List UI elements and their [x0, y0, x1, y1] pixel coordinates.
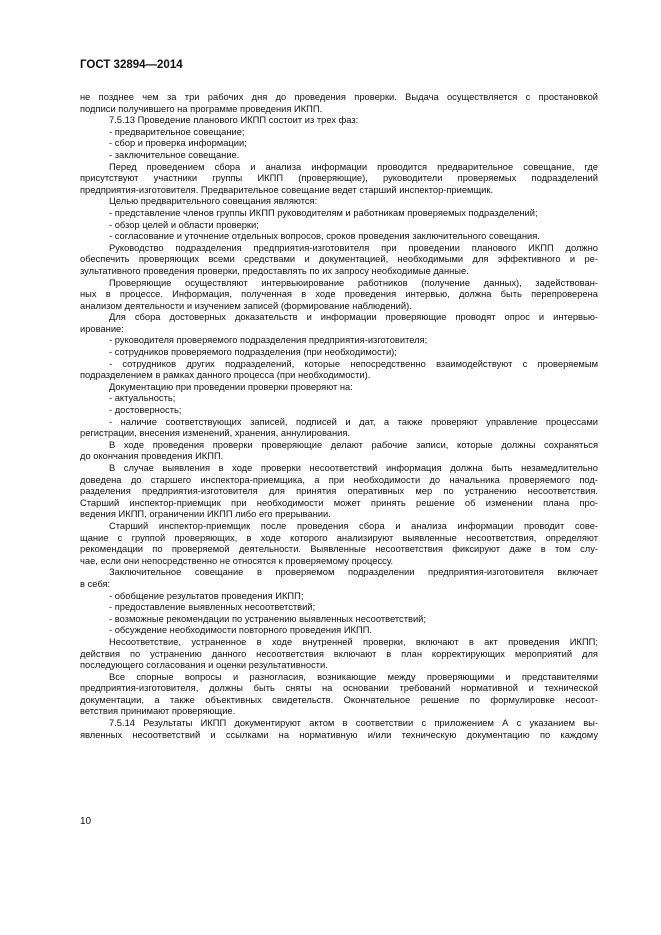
text-line: документации, а также объективных свидетельств. Окончательное решение по формулировке несоот-: [80, 694, 598, 705]
text-line: ных в процессе. Информация, полученная в ходе проведения интервью, должна быть перепроверена: [80, 289, 598, 300]
text-line: Все спорные вопросы и разногласия, возникающие между проверяющими и представителями: [109, 671, 598, 682]
text-line: анализом деятельности и изучением записей (формирование наблюдений).: [80, 300, 412, 311]
standard-header: ГОСТ 32894—2014: [80, 59, 183, 71]
text-line: 7.5.13 Проведение планового ИКПП состоит из трех фаз:: [109, 115, 359, 126]
text-line: действия по устранению данного несоответствия включают в план корректирующих мероприятий для: [80, 648, 598, 659]
text-line: зультативного проведения проверки, предоставлять по их запросу необходимые данные.: [80, 265, 469, 276]
text-line: Для сбора достоверных доказательств и информации проверяющие проводят опрос и интервью-: [109, 312, 598, 323]
text-line: до окончания проведения ИКПП.: [80, 451, 224, 462]
list-item: - обобщение результатов проведения ИКПП;: [80, 591, 598, 603]
text-line: предприятия-изготовителя, должны быть сняты на основании требований нормативной и технической: [80, 683, 598, 694]
text-line: ветствия принимают проверяющие.: [80, 706, 236, 717]
list-item: - актуальность;: [80, 393, 598, 405]
list-item: - достоверность;: [80, 405, 598, 417]
text-line: рекомендации по проверяемой деятельности. Выявленные несоответствия фиксируют даже в том слу-: [80, 544, 598, 555]
list-item: - сотрудников проверяемого подразделения (при необходимости);: [80, 347, 598, 359]
list-item: - согласование и уточнение отдельных вопросов, сроков проведения заключительного совещания.: [80, 231, 598, 243]
list-item: - заключительное совещание.: [80, 150, 598, 162]
text-line: В случае выявления в ходе проверки несоответствий информация должна быть незамедлительно: [109, 463, 598, 473]
text-line: разделения предприятия-изготовителя для принятия оперативных мер по устранению несоответствия.: [80, 486, 598, 497]
list-item: - предоставление выявленных несоответствий;: [80, 602, 598, 614]
list-item: - предварительное совещание;: [80, 127, 598, 139]
text-line: щание с группой проверяющих, в ходе которого анализируют выявленные несоответствия, определяют: [80, 532, 598, 543]
text-line: явленных несоответствий и ссылками на нормативную и/или техническую документацию по каждому: [80, 729, 598, 740]
text-line: подразделением в рамках данного процесса (при необходимости).: [80, 370, 371, 381]
text-line: Перед проведением сбора и анализа информации проводится предварительное совещание, где: [109, 161, 598, 172]
text-line: доведена до старшего инспектора-приемщика, а при необходимости до начальника проверяемого под-: [80, 474, 598, 485]
list-item: - сбор и проверка информации;: [80, 138, 598, 150]
text-line: не позднее чем за три рабочих дня до проведения проверки. Выдача осуществляется с простановкой: [80, 92, 598, 102]
list-item: - обсуждение необходимости повторного проведения ИКПП.: [80, 625, 598, 637]
text-line: регистрации, внесения изменений, хранения, аннулирования.: [80, 428, 351, 439]
list-item: - возможные рекомендации по устранению выявленных несоответствий;: [80, 614, 598, 626]
text-line: чае, если они непосредственно не относятся к проверяемому процессу.: [80, 555, 394, 566]
text-line: Целью предварительного совещания являются:: [109, 196, 318, 207]
list-item: - сотрудников других подразделений, которые непосредственно взаимодействуют с проверяемым: [80, 359, 598, 371]
text-line: ведения ИКПП, ограничении ИКПП либо его прерывании.: [80, 509, 331, 520]
text-line: обеспечить проверяющих всеми средствами и документацией, необходимыми для эффективного и ре-: [80, 254, 598, 265]
text-line: Несоответствие, устраненное в ходе внутренней проверки, включают в акт проведения ИКПП;: [109, 636, 598, 647]
page-number: 10: [80, 816, 92, 827]
text-line: Старший инспектор-приемщик после проведения сбора и анализа информации проводит сове-: [109, 520, 598, 531]
text-line: в себя:: [80, 578, 111, 589]
text-line: последующего согласования и оценки результативности.: [80, 660, 328, 671]
list-item: - наличие соответствующих записей, подписей и дат, а также проверяют управление процессами: [80, 417, 598, 429]
text-line: предприятия-изготовителя. Предварительное совещание ведет старший инспектор-приемщик.: [80, 184, 494, 195]
body-text: [80, 92, 598, 741]
text-line: В ходе проведения проверки проверяющие делают рабочие записи, которые должны сохраняться: [109, 439, 598, 450]
text-line: Руководство подразделения предприятия-изготовителя при проведении планового ИКПП должно: [109, 242, 598, 253]
text-line: подписи получившего на программе проведения ИКПП.: [80, 103, 323, 114]
text-line: Проверяющие осуществляют интервьюирование работников (получение данных), задействован-: [109, 277, 598, 288]
text-line: Заключительное совещание в проверяемом подразделении предприятия-изготовителя включает: [109, 567, 598, 578]
text-line: ирование:: [80, 323, 124, 334]
list-item: - руководителя проверяемого подразделения предприятия-изготовителя;: [80, 335, 598, 347]
text-line: присутствуют участники группы ИКПП (проверяющие), руководители проверяемых подразделений: [80, 173, 598, 184]
text-line: Старший инспектор-приемщик при необходимости может принять решение об изменении плана про-: [80, 497, 598, 508]
text-line: Документацию при проведении проверки проверяют на:: [109, 381, 353, 392]
list-item: - обзор целей и области проверки;: [80, 220, 598, 232]
list-item: - представление членов группы ИКПП руководителям и работникам проверяемых подразделений;: [80, 208, 598, 220]
text-line: 7.5.14 Результаты ИКПП документируют актом в соответствии с приложением А с указанием вы-: [109, 718, 598, 729]
